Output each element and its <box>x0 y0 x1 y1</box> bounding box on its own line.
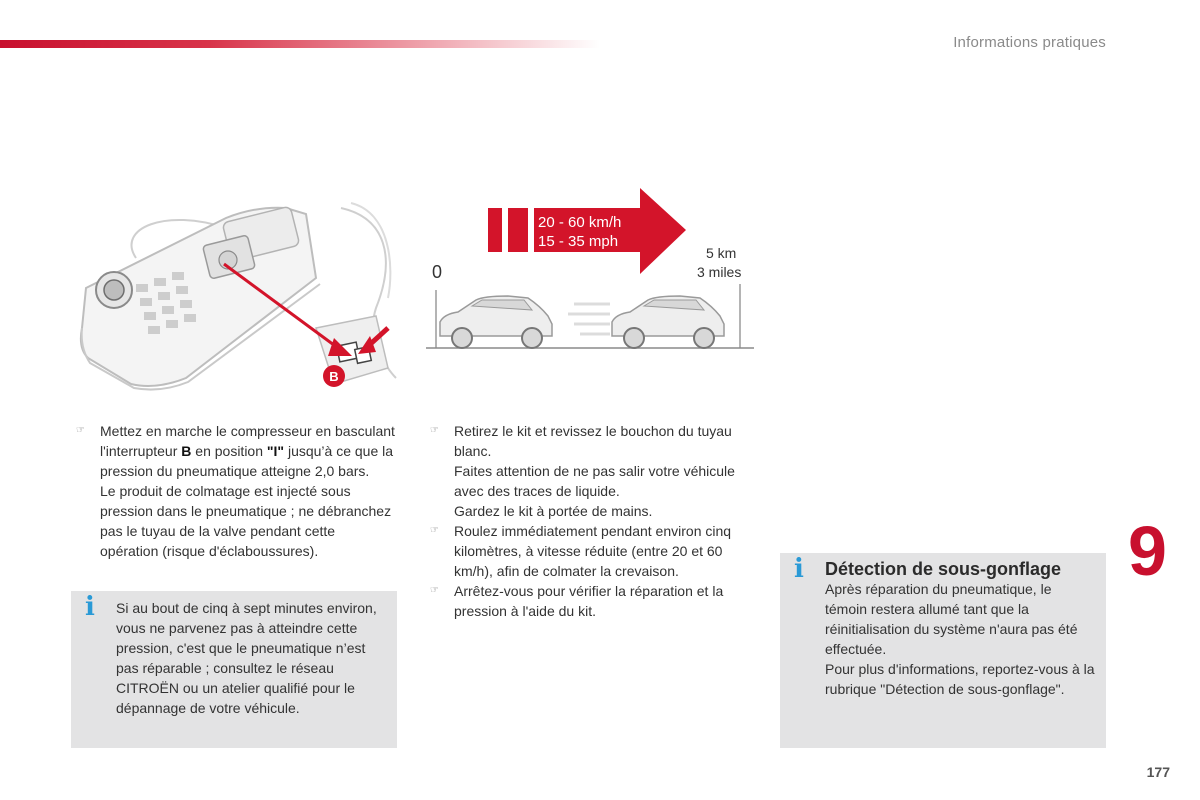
bullet-text-continued: Faites attention de ne pas salir votre véhicule avec des traces de liquide. <box>454 463 735 499</box>
finger-pointer-icon: ☞ <box>430 525 439 536</box>
column-1 <box>70 421 396 561</box>
speed-arrow-stripe-1 <box>488 208 502 252</box>
bullet-text: Retirez le kit et revissez le bouchon du tuyau blanc. <box>454 423 732 459</box>
bullet-text: Arrêtez-vous pour vérifier la réparation et la pression à l'aide du kit. <box>454 583 724 619</box>
info-icon: i <box>85 592 95 622</box>
header-accent-bar <box>0 40 600 48</box>
chapter-number: 9 <box>1128 512 1167 590</box>
info-text-continued: Pour plus d'informations, reportez-vous à la rubrique "Détection de sous-gonflage". <box>825 661 1095 697</box>
bullet-text: Mettez en marche le compresseur en basculant l'interrupteur B en position "I" jusqu’à ce que la pression du pneumatique atteigne 2,0 bars. <box>100 423 395 479</box>
car-start <box>440 296 552 348</box>
page-number: 177 <box>1146 764 1170 780</box>
motion-lines <box>568 304 610 334</box>
speed-distance-illustration <box>424 186 756 352</box>
speed-arrow <box>534 188 686 274</box>
finger-pointer-icon: ☞ <box>430 585 439 596</box>
info-text: Si au bout de cinq à sept minutes environ, vous ne parvenez pas à atteindre cette pression, c'est que le pneumatique n’est pas réparable ; consultez le réseau CITROËN ou un atelier qualifié pour le dépannage de votre véhicule. <box>116 600 377 716</box>
instruction-bullet <box>424 521 750 581</box>
instruction-bullet <box>424 581 750 621</box>
speed-mph-label: 15 - 35 mph <box>538 233 619 250</box>
bullet-text-continued: Gardez le kit à portée de mains. <box>454 503 653 519</box>
compressor-illustration <box>76 198 398 394</box>
instruction-bullet <box>424 421 750 521</box>
speed-arrow-stripe-2 <box>508 208 528 252</box>
info-box-underinflation <box>780 553 1106 748</box>
bullet-text-continued: Le produit de colmatage est injecté sous pression dans le pneumatique ; ne débranchez pas le tuyau de la valve pendant cette opération (risque d'éclaboussures). <box>100 483 392 559</box>
finger-pointer-icon: ☞ <box>76 425 85 436</box>
column-2 <box>424 421 750 621</box>
callout-b-label: B <box>329 369 339 384</box>
info-box-pressure <box>71 591 397 748</box>
bullet-text: Roulez immédiatement pendant environ cinq kilomètres, à vitesse réduite (entre 20 et 60 km/h), afin de colmater la crevaison. <box>454 523 732 579</box>
start-label: 0 <box>432 262 443 282</box>
info-text: Après réparation du pneumatique, le témoin restera allumé tant que la réinitialisation du système n'aura pas été effectuée. <box>825 581 1078 657</box>
info-heading: Détection de sous-gonflage <box>825 559 1062 579</box>
instruction-bullet <box>70 421 396 561</box>
finger-pointer-icon: ☞ <box>430 425 439 436</box>
section-title: Informations pratiques <box>953 34 1106 51</box>
distance-miles-label: 3 miles <box>697 264 742 280</box>
car-moving <box>612 296 724 348</box>
distance-km-label: 5 km <box>706 245 737 261</box>
info-icon: i <box>794 554 804 584</box>
speed-kmh-label: 20 - 60 km/h <box>538 214 622 231</box>
